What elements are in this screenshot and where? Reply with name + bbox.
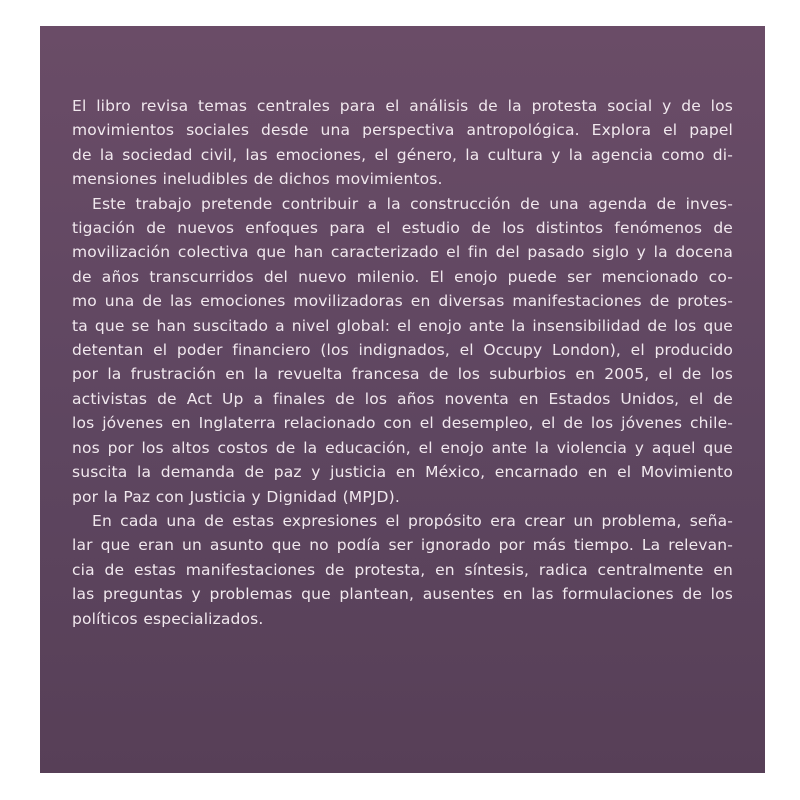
text-line: políticos especializados. — [72, 609, 264, 628]
text-line: mensiones ineludibles de dichos movimientos. — [72, 170, 443, 189]
text-line: cia de estas manifestaciones de protesta, en síntesis, radica centralmente en — [72, 560, 733, 579]
text-line: Este trabajo pretende contribuir a la construcción de una agenda de inves- — [92, 194, 733, 213]
text-line: mo una de las emociones movilizadoras en diversas manifestaciones de protes- — [72, 292, 733, 311]
text-line: movimientos sociales desde una perspectiva antropológica. Explora el papel — [72, 121, 733, 140]
text-line: lar que eran un asunto que no podía ser ignorado por más tiempo. La relevan- — [72, 536, 733, 555]
text-line: movilización colectiva que han caracterizado el fin del pasado siglo y la docena — [72, 243, 733, 262]
book-blurb — [72, 94, 733, 631]
text-line: nos por los altos costos de la educación, el enojo ante la violencia y aquel que — [72, 438, 733, 457]
text-line: detentan el poder financiero (los indignados, el Occupy London), el producido — [72, 341, 733, 360]
text-line: por la Paz con Justicia y Dignidad (MPJD). — [72, 487, 400, 506]
blurb-paragraph-3 — [72, 509, 733, 631]
blurb-paragraph-1 — [72, 94, 733, 192]
text-line: las preguntas y problemas que plantean, ausentes en las formulaciones de los — [72, 585, 733, 604]
text-line: de años transcurridos del nuevo milenio. El enojo puede ser mencionado co- — [72, 267, 733, 286]
text-line: por la frustración en la revuelta francesa de los suburbios en 2005, el de los — [72, 365, 733, 384]
text-line: suscita la demanda de paz y justicia en México, encarnado en el Movimiento — [72, 463, 733, 482]
text-line: En cada una de estas expresiones el propósito era crear un problema, seña- — [92, 511, 733, 530]
text-line: activistas de Act Up a finales de los años noventa en Estados Unidos, el de — [72, 389, 733, 408]
back-cover-panel — [40, 26, 765, 773]
text-line: de la sociedad civil, las emociones, el género, la cultura y la agencia como di- — [72, 145, 733, 164]
blurb-paragraph-2 — [72, 192, 733, 509]
text-line: los jóvenes en Inglaterra relacionado con el desempleo, el de los jóvenes chile- — [72, 414, 733, 433]
text-line: tigación de nuevos enfoques para el estudio de los distintos fenómenos de — [72, 219, 733, 238]
text-line: El libro revisa temas centrales para el análisis de la protesta social y de los — [72, 97, 733, 115]
text-line: ta que se han suscitado a nivel global: el enojo ante la insensibilidad de los que — [72, 316, 733, 335]
